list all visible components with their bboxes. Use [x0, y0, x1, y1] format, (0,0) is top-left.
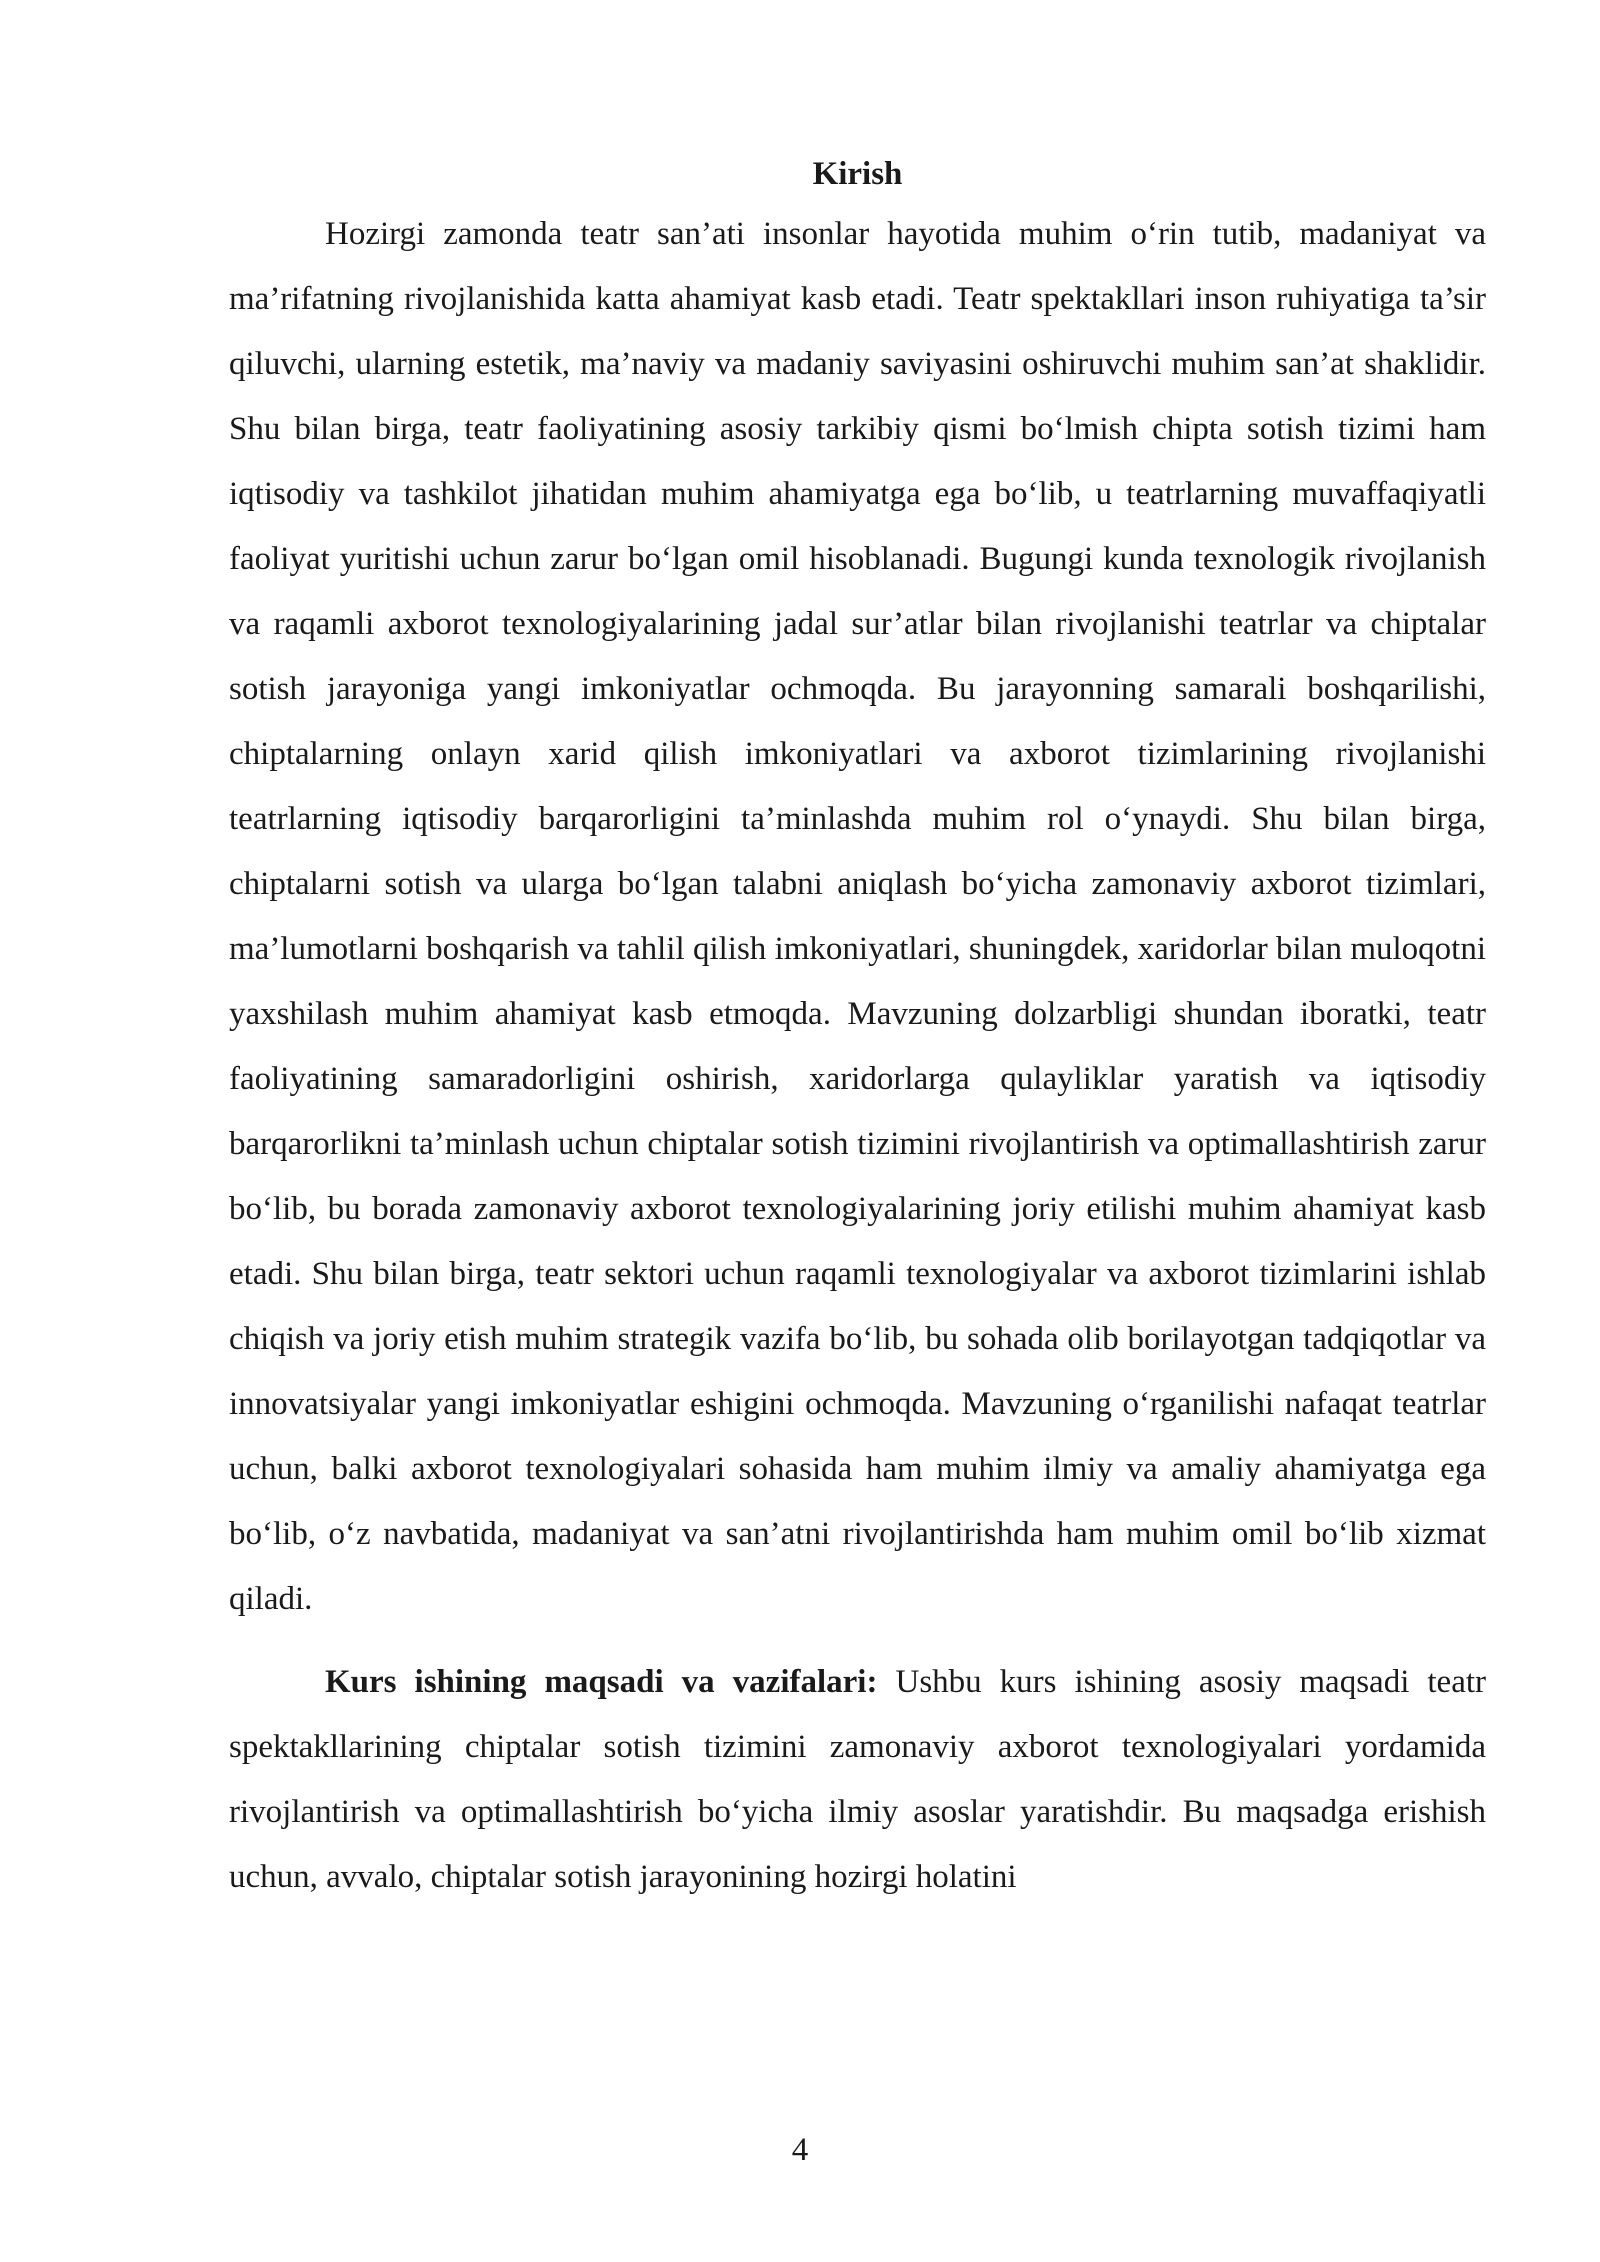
goals-paragraph [229, 1650, 1486, 1910]
paragraph-lead: Kurs ishining maqsadi va vazifalari: [325, 1664, 878, 1700]
intro-paragraph [229, 202, 1486, 1632]
section-heading: Kirish [812, 156, 903, 192]
paragraph-text: Hozirgi zamonda teatr san’ati insonlar hayotida muhim o‘rin tutib, madaniyat va ma’rifatning rivojlanishida katta ahamiyat kasb etadi. Teatr spektakllari inson ruhiyatiga ta’sir qiluvchi, ularning estetik, ma’naviy va madaniy saviyasini oshiruvchi muhim san’at shaklidir. Shu bilan birga, teatr faoliyatining asosiy tarkibiy qismi bo‘lmish chipta sotish tizimi ham iqtisodiy va tashkilot jihatidan muhim ahamiyatga ega bo‘lib, u teatrlarning muvaffaqiyatli faoliyat yuritishi uchun zarur bo‘lgan omil hisoblanadi. Bugungi kunda texnologik rivojlanish va raqamli axborot texnologiyalarining jadal sur’atlar bilan rivojlanishi teatrlar va chiptalar sotish jarayoniga yangi imkoniyatlar ochmoqda. Bu jarayonning samarali boshqarilishi, chiptalarning onlayn xarid qilish imkoniyatlari va axborot tizimlarining rivojlanishi teatrlarning iqtisodiy barqarorligini ta’minlashda muhim rol o‘ynaydi. Shu bilan birga, chiptalarni sotish va ularga bo‘lgan talabni aniqlash bo‘yicha zamonaviy axborot tizimlari, ma’lumotlarni boshqarish va tahlil qilish imkoniyatlari, shuningdek, xaridorlar bilan muloqotni yaxshilash muhim ahamiyat kasb etmoqda. Mavzuning dolzarbligi shundan iboratki, teatr faoliyatining samaradorligini oshirish, xaridorlarga qulayliklar yaratish va iqtisodiy barqarorlikni ta’minlash uchun chiptalar sotish tizimini rivojlantirish va optimallashtirish zarur bo‘lib, bu borada zamonaviy axborot texnologiyalarining joriy etilishi muhim ahamiyat kasb etadi. Shu bilan birga, teatr sektori uchun raqamli texnologiyalar va axborot tizimlarini ishlab chiqish va joriy etish muhim strategik vazifa bo‘lib, bu sohada olib borilayotgan tadqiqotlar va innovatsiyalar yangi imkoniyatlar eshigini ochmoqda. Mavzuning o‘rganilishi nafaqat teatrlar uchun, balki axborot texnologiyalari sohasida ham muhim ilmiy va amaliy ahamiyatga ega bo‘lib, o‘z navbatida, madaniyat va san’atni rivojlantirishda ham muhim omil bo‘lib xizmat qiladi. [229, 216, 1486, 1617]
page-number: 4 [791, 2132, 809, 2168]
paragraph-text: Ushbu kurs ishining asosiy maqsadi teatr spektakllarining chiptalar sotish tizimini zamonaviy axborot texnologiyalari yordamida rivojlantirish va optimallashtirish bo‘yicha ilmiy asoslar yaratishdir. Bu maqsadga erishish uchun, avvalo, chiptalar sotish jarayonining hozirgi holatini [229, 1664, 1486, 1895]
document-page [229, 150, 1486, 1910]
